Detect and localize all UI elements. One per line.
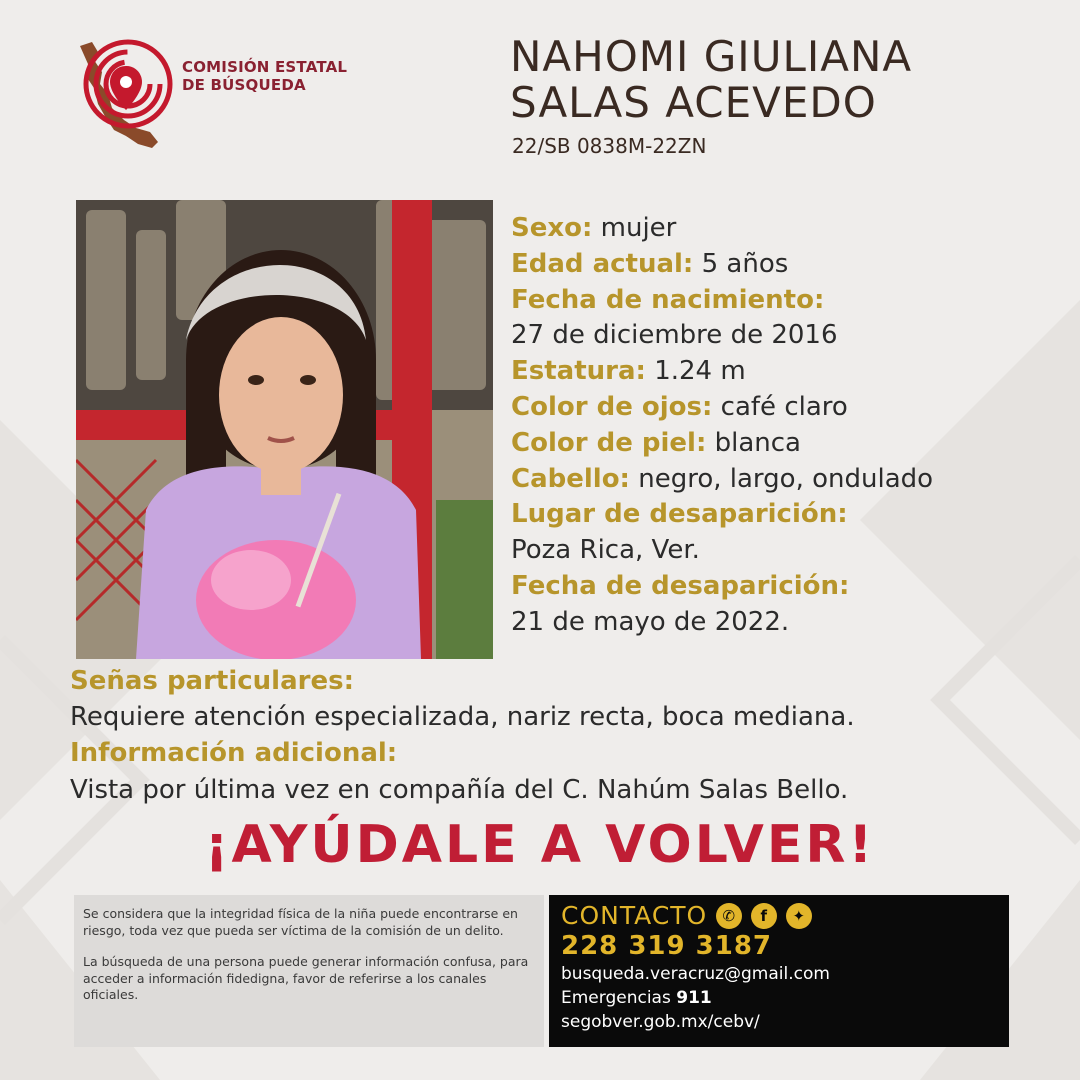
logo-text-line2: DE BÚSQUEDA <box>182 76 306 94</box>
additional-info <box>70 663 1060 808</box>
contact-email[interactable]: busqueda.veracruz@gmail.com <box>561 964 830 984</box>
contact-phone[interactable]: 228 319 3187 <box>561 931 773 961</box>
contact-title: CONTACTO <box>561 901 708 930</box>
detail-birthdate-value: 27 de diciembre de 2016 <box>511 320 838 351</box>
detail-skin-color <box>511 426 1071 462</box>
twitter-icon[interactable]: ✦ <box>786 903 812 929</box>
detail-place-value: Poza Rica, Ver. <box>511 535 700 566</box>
detail-birthdate-label: Fecha de nacimiento: <box>511 284 825 315</box>
detail-eye-color <box>511 390 1071 426</box>
detail-age <box>511 247 1071 283</box>
detail-height-label: Estatura: <box>511 356 646 387</box>
contact-box <box>549 895 1009 1047</box>
detail-eye-color-label: Color de ojos: <box>511 391 713 422</box>
detail-age-value: 5 años <box>701 248 789 279</box>
logo-text <box>182 58 382 94</box>
person-details <box>511 211 1071 641</box>
commission-logo <box>72 38 372 153</box>
disclaimer-paragraph-2: La búsqueda de una persona puede generar información confusa, para acceder a información fidedigna, favor de referirse a los canales oficiales. <box>83 954 529 1002</box>
person-name-line1: NAHOMI GIULIANA <box>510 32 913 81</box>
emergency-number[interactable]: 911 <box>676 988 712 1008</box>
person-name-line2: SALAS ACEVEDO <box>510 78 877 127</box>
detail-disappearance-date-label: Fecha de desaparición: <box>511 570 850 601</box>
call-to-action: ¡AYÚDALE A VOLVER! <box>204 815 876 875</box>
detail-skin-color-value: blanca <box>714 427 801 458</box>
missing-person-photo <box>76 200 493 659</box>
case-id: 22/SB 0838M-22ZN <box>512 134 707 158</box>
detail-eye-color-value: café claro <box>720 391 848 422</box>
person-name <box>510 34 1070 126</box>
detail-skin-color-label: Color de piel: <box>511 427 707 458</box>
detail-sex-label: Sexo: <box>511 213 593 243</box>
additional-info-value: Vista por última vez en compañía del C. Nahúm Salas Bello. <box>70 774 849 805</box>
emergency-label: Emergencias <box>561 988 671 1008</box>
distinguishing-marks-label: Señas particulares: <box>70 666 354 696</box>
detail-sex <box>511 211 1071 247</box>
disclaimer-paragraph-1: Se considera que la integridad física de la niña puede encontrarse en riesgo, toda vez que pueda ser víctima de la comisión de un delito. <box>83 906 518 938</box>
detail-age-label: Edad actual: <box>511 248 694 279</box>
facebook-icon[interactable]: f <box>751 903 777 929</box>
disclaimer-box <box>74 895 544 1047</box>
detail-hair <box>511 462 1071 498</box>
detail-hair-label: Cabello: <box>511 463 630 494</box>
detail-height <box>511 354 1071 390</box>
additional-info-label: Información adicional: <box>70 738 398 769</box>
detail-sex-value: mujer <box>600 213 677 243</box>
distinguishing-marks-value: Requiere atención especializada, nariz recta, boca mediana. <box>70 702 855 733</box>
detail-place-label: Lugar de desaparición: <box>511 499 848 530</box>
contact-emergency <box>561 986 997 1010</box>
contact-website[interactable]: segobver.gob.mx/cebv/ <box>561 1012 760 1032</box>
detail-hair-value: negro, largo, ondulado <box>638 463 934 494</box>
contact-header <box>561 901 997 930</box>
detail-disappearance-date-value: 21 de mayo de 2022. <box>511 606 790 637</box>
logo-text-line1: COMISIÓN ESTATAL <box>182 58 348 76</box>
phone-icon[interactable]: ✆ <box>716 903 742 929</box>
detail-height-value: 1.24 m <box>654 356 746 387</box>
